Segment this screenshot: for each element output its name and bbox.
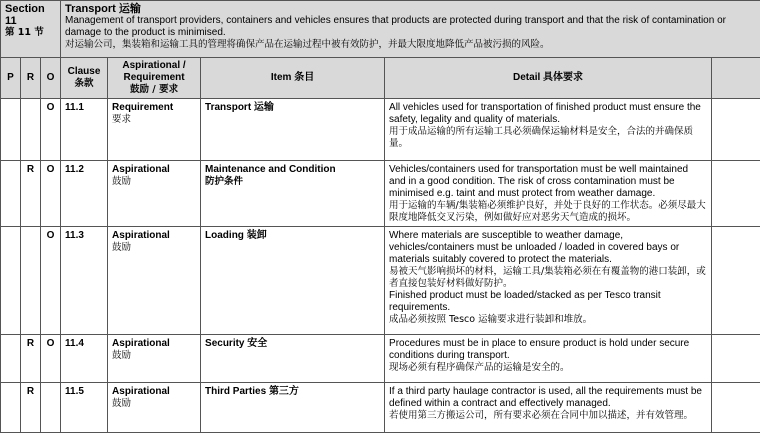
section-description-cn: 对运输公司，集装箱和运输工具的管理将确保产品在运输过程中被有效防护，并最大限度地降低产品被污损的风险。: [65, 39, 756, 51]
row-aspirational-label: Aspirational: [112, 386, 196, 398]
section-title: Transport 运输: [65, 3, 756, 15]
row-item-label: Security 安全: [205, 338, 380, 350]
row-r: [21, 227, 41, 335]
row-detail-cn-2: 成品必须按照 Tesco 运输要求进行装卸和堆放。: [389, 314, 707, 326]
row-detail-cn: 用于成品运输的所有运输工具必须确保运输材料是安全，合法的并确保质量。: [389, 126, 707, 150]
row-aspirational-cn: 鼓励: [112, 176, 196, 188]
row-detail-en: Where materials are susceptible to weather damage, vehicles/containers must be unloaded / loaded in covered bays or materials suitably covered to protect the materials.: [389, 230, 707, 266]
row-p: [1, 227, 21, 335]
row-detail-en-2: Finished product must be loaded/stacked as per Tesco transit requirements.: [389, 290, 707, 314]
row-detail: [385, 161, 712, 227]
col-header-clause-label: Clause: [65, 66, 103, 78]
row-detail-en: Procedures must be in place to ensure product is hold under secure conditions during transport.: [389, 338, 707, 362]
row-p: [1, 335, 21, 383]
row-detail-en: If a third party haulage contractor is used, all the requirements must be defined within a contract and effectively managed.: [389, 386, 707, 410]
row-extra: [712, 335, 760, 383]
row-detail: [385, 335, 712, 383]
row-o: O: [41, 335, 61, 383]
row-p: [1, 99, 21, 161]
row-aspirational-label: Aspirational: [112, 338, 196, 350]
row-item-label: Maintenance and Condition: [205, 164, 380, 176]
row-clause: 11.4: [61, 335, 108, 383]
row-detail-en: All vehicles used for transportation of finished product must ensure the safety, legality and quality of materials.: [389, 102, 707, 126]
row-item: [201, 161, 385, 227]
row-detail: [385, 383, 712, 433]
col-header-o: O: [41, 58, 61, 99]
row-detail: [385, 99, 712, 161]
row-item-label: Transport 运输: [205, 102, 380, 114]
row-detail: [385, 227, 712, 335]
col-header-p: P: [1, 58, 21, 99]
row-extra: [712, 99, 760, 161]
table-row: [1, 383, 760, 433]
section-label: Section: [5, 3, 56, 15]
section-label-cn: 第 11 节: [5, 27, 56, 39]
row-clause: 11.1: [61, 99, 108, 161]
row-detail-cn: 用于运输的车辆/集装箱必须维护良好，并处于良好的工作状态。必须尽最大限度地降低交叉污染，例如做好应对恶劣天气造成的损坏。: [389, 200, 707, 224]
col-header-clause-cn: 条款: [65, 78, 103, 90]
row-item-label: Third Parties 第三方: [205, 386, 380, 398]
row-aspirational: [108, 99, 201, 161]
row-p: [1, 161, 21, 227]
row-extra: [712, 383, 760, 433]
col-header-aspirational-cn: 鼓励 / 要求: [112, 84, 196, 96]
row-o: [41, 383, 61, 433]
col-header-item: Item 条目: [201, 58, 385, 99]
row-item: [201, 99, 385, 161]
table-row: [1, 227, 760, 335]
row-detail-cn: 若使用第三方搬运公司，所有要求必须在合同中加以描述，并有效管理。: [389, 410, 707, 422]
col-header-aspirational-label: Aspirational / Requirement: [112, 60, 196, 84]
row-item: [201, 335, 385, 383]
row-r: [21, 99, 41, 161]
row-aspirational: [108, 335, 201, 383]
row-aspirational: [108, 383, 201, 433]
row-clause: 11.5: [61, 383, 108, 433]
row-o: O: [41, 99, 61, 161]
row-extra: [712, 227, 760, 335]
row-detail-cn: 易被天气影响损坏的材料，运输工具/集装箱必须在有覆盖物的港口装卸，或者直接包装好材料做好防护。: [389, 266, 707, 290]
section-number: 11: [5, 15, 56, 27]
row-item-label: Loading 装卸: [205, 230, 380, 242]
row-o: O: [41, 227, 61, 335]
row-aspirational-cn: 鼓励: [112, 350, 196, 362]
row-o: O: [41, 161, 61, 227]
row-p: [1, 383, 21, 433]
row-r: R: [21, 383, 41, 433]
row-aspirational-cn: 鼓励: [112, 398, 196, 410]
section-description: Management of transport providers, containers and vehicles ensures that products are protected during transport and that the risk of contamination or damage to the product is minimised.: [65, 15, 756, 39]
row-r: R: [21, 335, 41, 383]
row-detail-cn: 现场必须有程序确保产品的运输是安全的。: [389, 362, 707, 374]
table-row: [1, 161, 760, 227]
table-row: [1, 335, 760, 383]
col-header-detail: Detail 具体要求: [385, 58, 712, 99]
row-r: R: [21, 161, 41, 227]
row-aspirational-label: Aspirational: [112, 230, 196, 242]
col-header-clause: [61, 58, 108, 99]
row-aspirational-label: Requirement: [112, 102, 196, 114]
section-number-cell: [1, 1, 61, 58]
row-item: [201, 227, 385, 335]
row-item-cn: 防护条件: [205, 176, 380, 188]
section-header-cell: [61, 1, 760, 58]
row-clause: 11.3: [61, 227, 108, 335]
row-extra: [712, 161, 760, 227]
row-aspirational: [108, 161, 201, 227]
row-aspirational-label: Aspirational: [112, 164, 196, 176]
row-aspirational-cn: 鼓励: [112, 242, 196, 254]
table-row: [1, 99, 760, 161]
col-header-extra: [712, 58, 760, 99]
row-aspirational-cn: 要求: [112, 114, 196, 126]
row-clause: 11.2: [61, 161, 108, 227]
row-item: [201, 383, 385, 433]
row-detail-en: Vehicles/containers used for transportation must be well maintained and in a good condition. The risk of cross contamination must be minimised e.g. taint and must protect from weather damage.: [389, 164, 707, 200]
row-aspirational: [108, 227, 201, 335]
col-header-aspirational: [108, 58, 201, 99]
col-header-r: R: [21, 58, 41, 99]
